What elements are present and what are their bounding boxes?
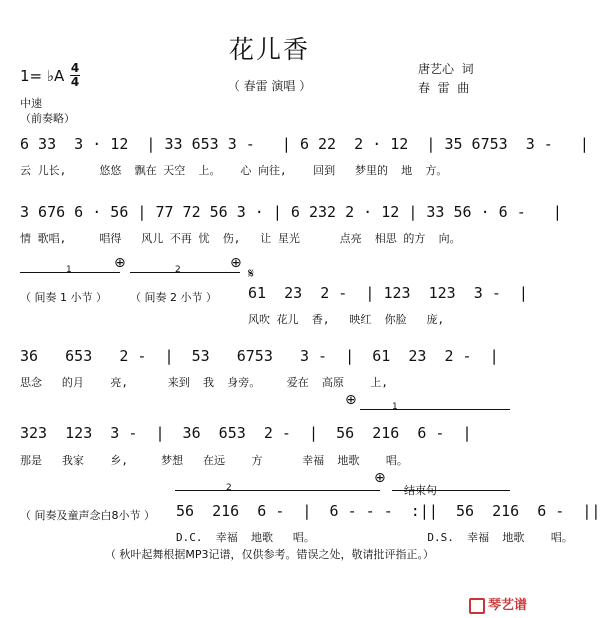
segno-mark: 𝄋 [248, 266, 255, 282]
site-logo [469, 594, 527, 614]
song-title: 花儿香 [228, 35, 310, 64]
author-credits [418, 60, 474, 98]
volta-2-line [130, 272, 240, 273]
coda-mark: ⊕ [345, 392, 357, 408]
staff-row-6 [176, 502, 600, 528]
time-signature-bottom: 4 [70, 75, 80, 89]
lyric-line-3: 风吹 花儿 香, 映红 你脸 庞, [248, 313, 445, 326]
lyric-line-5: 那是 我家 乡, 梦想 在远 方 幸福 地歌 唱。 [20, 454, 408, 467]
volta-1-label: 1 [392, 402, 398, 412]
staff-row-1 [20, 135, 589, 161]
lyric-line-1: 云 儿长, 悠悠 飘在 天空 上。 心 向往, 回到 梦里的 地 方。 [20, 164, 448, 177]
lyric-line-6: D.C. 幸福 地歌 唱。 D.S. 幸福 地歌 唱。 [176, 531, 573, 544]
interlude-final: （ 间奏及童声念白8小节 ） [20, 509, 155, 522]
interlude-2: （ 间奏 2 小节 ） [130, 291, 217, 304]
time-signature [70, 63, 80, 88]
lyricist-credit: 唐艺心 词 [418, 62, 474, 76]
singer-credit: （ 春雷 演唱 ） [227, 79, 312, 93]
staff-row-2 [20, 203, 562, 229]
notation-line: 61 23 2 - | 123 123 3 - | [248, 284, 528, 302]
volta-2-label: 2 [175, 265, 181, 275]
volta-2-label: 2 [226, 483, 232, 493]
staff-row-3 [248, 284, 528, 310]
staff-row-5 [20, 424, 520, 450]
notation-line: 36 653 2 - | 53 6753 3 - | 61 23 2 - | [20, 347, 499, 365]
notation-line: 3 676 6 · 56 | 77 72 56 3 · | 6 232 2 · 12 | 33 56 · 6 - | [20, 203, 562, 221]
coda-mark: ⊕ [230, 255, 242, 271]
volta-1-label: 1 [66, 265, 72, 275]
coda-mark: ⊕ [114, 255, 126, 271]
notation-line: 56 216 6 - | 6 - - - :|| 56 216 6 - || [176, 502, 600, 520]
volta-2-line-row6 [175, 490, 380, 491]
notation-line: 323 123 3 - | 36 653 2 - | 56 216 6 - | [20, 424, 472, 442]
composer-credit: 春 雷 曲 [418, 81, 470, 95]
volta-1-line-row5 [360, 409, 510, 410]
ending-label: 结束句 [404, 484, 437, 497]
time-signature-top: 4 [70, 61, 80, 75]
coda-mark: ⊕ [374, 470, 386, 486]
prelude-note: （前奏略） [20, 112, 75, 125]
interlude-1: （ 间奏 1 小节 ） [20, 291, 107, 304]
staff-row-4 [20, 347, 520, 373]
tempo-marking: 中速 [20, 97, 42, 110]
transcription-note: （ 秋叶起舞根据MP3记谱，仅供参考。错误之处，敬请批评指正。） [104, 548, 435, 561]
key-signature: 1= ♭A [20, 67, 65, 85]
lyric-line-2: 情 歌唱, 唱得 风儿 不再 忧 伤, 让 星光 点亮 相思 的方 向。 [20, 232, 461, 245]
lyric-line-4: 思念 的月 亮, 来到 我 身旁。 爱在 高原 上, [20, 376, 389, 389]
logo-text: 琴艺谱 [487, 598, 527, 613]
logo-icon [469, 598, 485, 614]
notation-line: 6 33 3 · 12 | 33 653 3 - | 6 22 2 · 12 | 35 6753 3 - | [20, 135, 589, 153]
